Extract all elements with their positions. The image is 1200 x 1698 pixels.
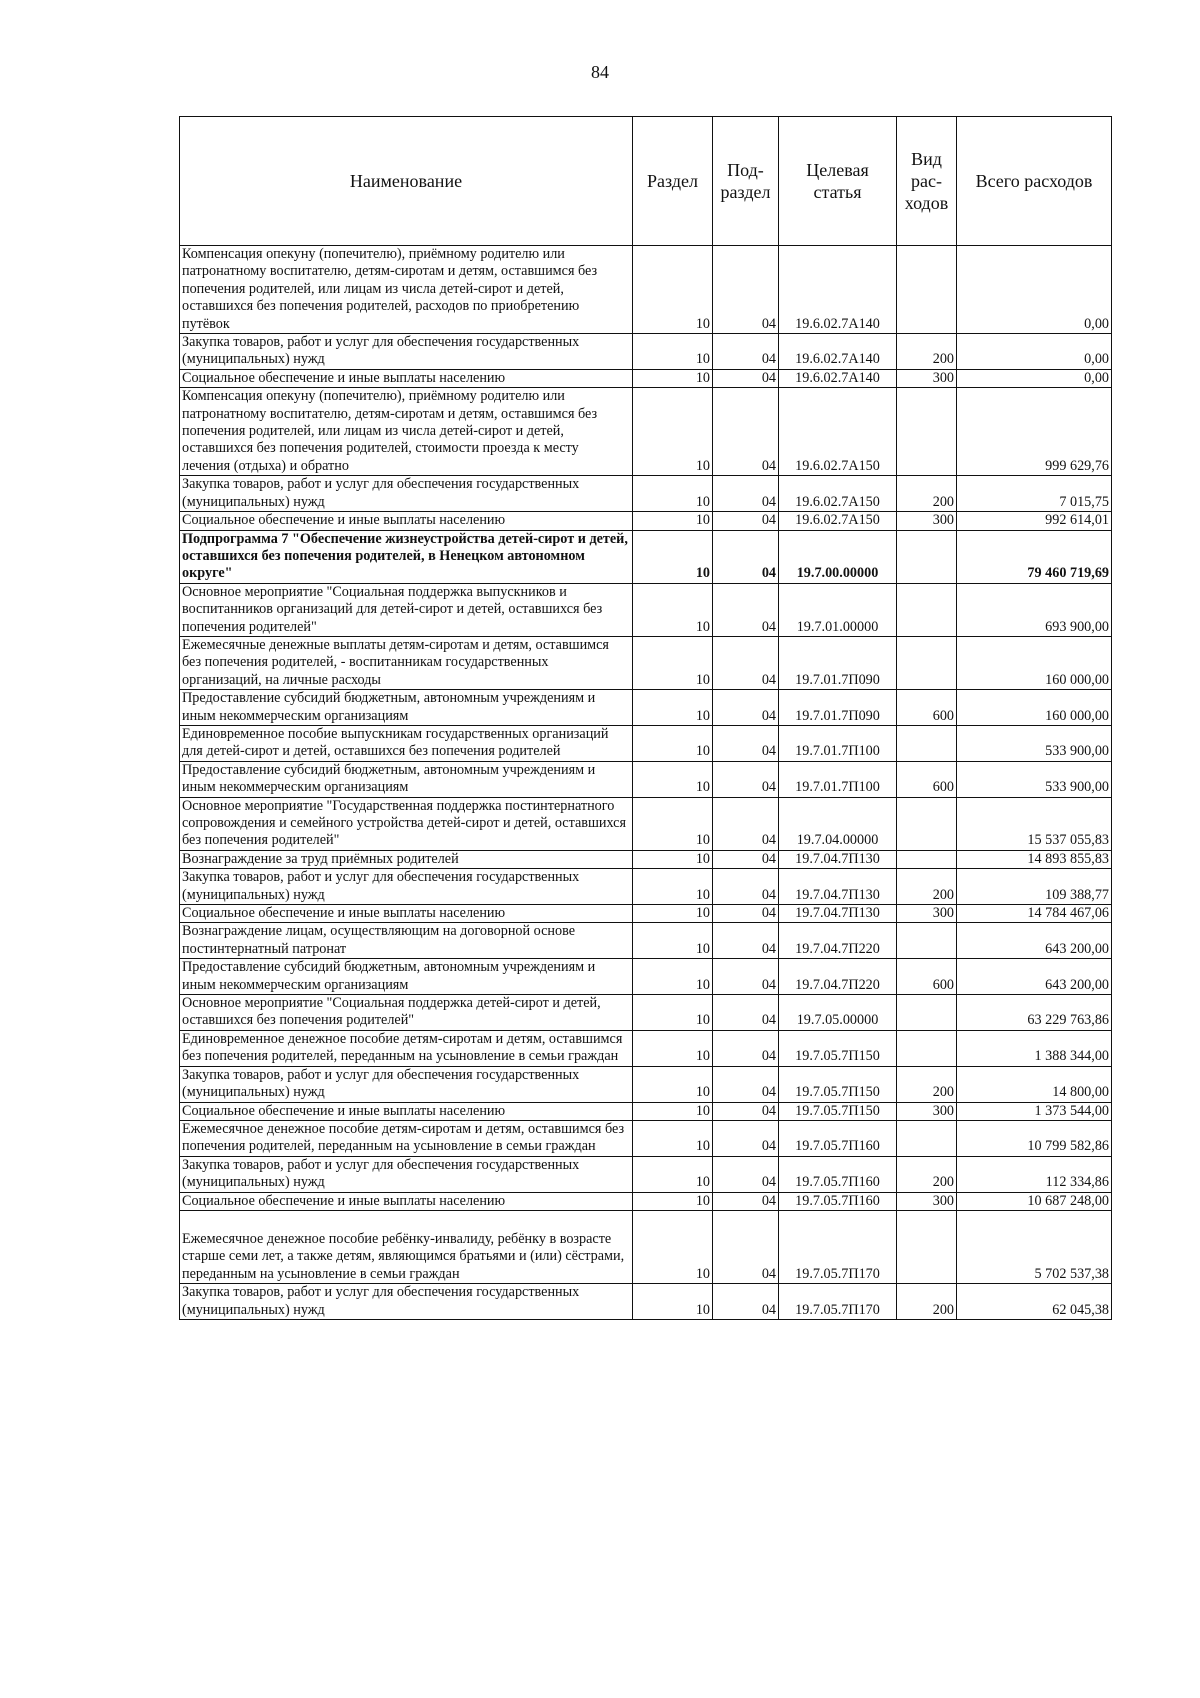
cell-target: 19.7.00.00000 — [779, 530, 897, 583]
table-body — [180, 246, 1112, 1320]
table-row — [180, 476, 1112, 512]
cell-name: Вознаграждение лицам, осуществляющим на договорной основе постинтернатный патронат — [180, 923, 633, 959]
cell-expense-type — [897, 246, 957, 334]
cell-target: 19.6.02.7А150 — [779, 512, 897, 530]
cell-name: Единовременное денежное пособие детям-сиротам и детям, оставшимся без попечения родителей, переданным на усыновление в семьи граждан — [180, 1030, 633, 1066]
cell-expense-type — [897, 1210, 957, 1283]
cell-expense-type: 300 — [897, 905, 957, 923]
cell-target: 19.7.01.7П100 — [779, 725, 897, 761]
table-row — [180, 583, 1112, 636]
cell-section: 10 — [633, 583, 713, 636]
cell-section: 10 — [633, 725, 713, 761]
cell-name: Социальное обеспечение и иные выплаты населению — [180, 905, 633, 923]
cell-total: 1 388 344,00 — [957, 1030, 1112, 1066]
cell-total: 0,00 — [957, 369, 1112, 387]
cell-expense-type: 200 — [897, 1066, 957, 1102]
table-row — [180, 850, 1112, 868]
cell-target: 19.7.05.7П160 — [779, 1156, 897, 1192]
cell-name: Социальное обеспечение и иные выплаты населению — [180, 1192, 633, 1210]
cell-section: 10 — [633, 369, 713, 387]
cell-name: Закупка товаров, работ и услуг для обеспечения государственных (муниципальных) нужд — [180, 869, 633, 905]
cell-section: 10 — [633, 797, 713, 850]
cell-total: 10 799 582,86 — [957, 1120, 1112, 1156]
cell-target: 19.6.02.7А150 — [779, 476, 897, 512]
cell-subsection: 04 — [713, 869, 779, 905]
cell-subsection: 04 — [713, 1120, 779, 1156]
table-row — [180, 923, 1112, 959]
header-target: Целевая статья — [779, 117, 897, 246]
cell-expense-type — [897, 923, 957, 959]
table-row — [180, 995, 1112, 1031]
cell-target: 19.7.01.7П090 — [779, 636, 897, 689]
table-row — [180, 388, 1112, 476]
cell-name: Закупка товаров, работ и услуг для обеспечения государственных (муниципальных) нужд — [180, 1066, 633, 1102]
cell-target: 19.7.04.7П130 — [779, 850, 897, 868]
cell-target: 19.7.05.7П160 — [779, 1192, 897, 1210]
cell-expense-type: 200 — [897, 869, 957, 905]
cell-target: 19.7.04.7П220 — [779, 923, 897, 959]
cell-subsection: 04 — [713, 530, 779, 583]
cell-expense-type — [897, 1120, 957, 1156]
table-row — [180, 1120, 1112, 1156]
cell-subsection: 04 — [713, 850, 779, 868]
cell-name: Основное мероприятие "Социальная поддержка детей-сирот и детей, оставшихся без попечения родителей" — [180, 995, 633, 1031]
table-row — [180, 246, 1112, 334]
table-row — [180, 1210, 1112, 1283]
cell-name: Закупка товаров, работ и услуг для обеспечения государственных (муниципальных) нужд — [180, 476, 633, 512]
header-section: Раздел — [633, 117, 713, 246]
cell-total: 1 373 544,00 — [957, 1102, 1112, 1120]
table-row — [180, 1102, 1112, 1120]
cell-target: 19.7.05.7П150 — [779, 1066, 897, 1102]
header-name: Наименование — [180, 117, 633, 246]
cell-section: 10 — [633, 1156, 713, 1192]
cell-expense-type: 300 — [897, 369, 957, 387]
cell-section: 10 — [633, 959, 713, 995]
cell-total: 5 702 537,38 — [957, 1210, 1112, 1283]
cell-name: Предоставление субсидий бюджетным, автономным учреждениям и иным некоммерческим организациям — [180, 690, 633, 726]
cell-target: 19.6.02.7А140 — [779, 246, 897, 334]
cell-target: 19.7.01.00000 — [779, 583, 897, 636]
cell-expense-type: 300 — [897, 1192, 957, 1210]
cell-total: 109 388,77 — [957, 869, 1112, 905]
cell-section: 10 — [633, 246, 713, 334]
cell-section: 10 — [633, 905, 713, 923]
page-number: 84 — [591, 62, 609, 82]
cell-section: 10 — [633, 690, 713, 726]
table-row — [180, 369, 1112, 387]
cell-target: 19.7.04.00000 — [779, 797, 897, 850]
cell-name: Ежемесячное денежное пособие детям-сиротам и детям, оставшимся без попечения родителей, переданным на усыновление в семьи граждан — [180, 1120, 633, 1156]
cell-subsection: 04 — [713, 761, 779, 797]
cell-subsection: 04 — [713, 369, 779, 387]
cell-expense-type — [897, 583, 957, 636]
cell-total: 14 800,00 — [957, 1066, 1112, 1102]
cell-total: 643 200,00 — [957, 923, 1112, 959]
cell-subsection: 04 — [713, 636, 779, 689]
cell-target: 19.6.02.7А140 — [779, 334, 897, 370]
cell-section: 10 — [633, 761, 713, 797]
cell-expense-type: 600 — [897, 690, 957, 726]
table-row — [180, 690, 1112, 726]
cell-subsection: 04 — [713, 388, 779, 476]
cell-name: Единовременное пособие выпускникам государственных организаций для детей-сирот и детей, оставшихся без попечения родителей — [180, 725, 633, 761]
cell-name: Закупка товаров, работ и услуг для обеспечения государственных (муниципальных) нужд — [180, 334, 633, 370]
table-row — [180, 530, 1112, 583]
cell-subsection: 04 — [713, 690, 779, 726]
cell-subsection: 04 — [713, 583, 779, 636]
table-row — [180, 334, 1112, 370]
cell-total: 112 334,86 — [957, 1156, 1112, 1192]
cell-expense-type: 200 — [897, 334, 957, 370]
cell-section: 10 — [633, 1120, 713, 1156]
cell-section: 10 — [633, 1102, 713, 1120]
cell-section: 10 — [633, 334, 713, 370]
table-header-row — [180, 117, 1112, 246]
cell-expense-type — [897, 636, 957, 689]
cell-target: 19.7.04.7П220 — [779, 959, 897, 995]
cell-subsection: 04 — [713, 905, 779, 923]
cell-section: 10 — [633, 995, 713, 1031]
cell-expense-type — [897, 388, 957, 476]
cell-subsection: 04 — [713, 959, 779, 995]
table-row — [180, 1156, 1112, 1192]
table-row — [180, 512, 1112, 530]
cell-subsection: 04 — [713, 1102, 779, 1120]
cell-section: 10 — [633, 850, 713, 868]
cell-subsection: 04 — [713, 1030, 779, 1066]
cell-section: 10 — [633, 1284, 713, 1320]
cell-expense-type: 300 — [897, 512, 957, 530]
table-row — [180, 1192, 1112, 1210]
cell-name: Компенсация опекуну (попечителю), приёмному родителю или патронатному воспитателю, детям-сиротам и детям, оставшимся без попечения родителей, или лицам из числа детей-сирот и детей, оставшихся без попечения родителей, стоимости проезда к месту лечения (отдыха) и обратно — [180, 388, 633, 476]
cell-subsection: 04 — [713, 334, 779, 370]
cell-name: Основное мероприятие "Государственная поддержка постинтернатного сопровождения и семейного устройства детей-сирот и детей, оставшихся без попечения родителей" — [180, 797, 633, 850]
cell-name: Основное мероприятие "Социальная поддержка выпускников и воспитанников организаций для детей-сирот и детей, оставшихся без попечения родителей" — [180, 583, 633, 636]
cell-expense-type — [897, 995, 957, 1031]
cell-target: 19.7.01.7П100 — [779, 761, 897, 797]
cell-target: 19.7.01.7П090 — [779, 690, 897, 726]
cell-total: 63 229 763,86 — [957, 995, 1112, 1031]
cell-expense-type — [897, 1030, 957, 1066]
cell-section: 10 — [633, 1192, 713, 1210]
cell-subsection: 04 — [713, 995, 779, 1031]
header-subsection: Под- раздел — [713, 117, 779, 246]
cell-subsection: 04 — [713, 1156, 779, 1192]
cell-name: Предоставление субсидий бюджетным, автономным учреждениям и иным некоммерческим организациям — [180, 761, 633, 797]
cell-subsection: 04 — [713, 797, 779, 850]
cell-section: 10 — [633, 923, 713, 959]
cell-total: 79 460 719,69 — [957, 530, 1112, 583]
cell-total: 160 000,00 — [957, 636, 1112, 689]
cell-expense-type: 600 — [897, 959, 957, 995]
cell-total: 14 893 855,83 — [957, 850, 1112, 868]
cell-section: 10 — [633, 1030, 713, 1066]
cell-subsection: 04 — [713, 1066, 779, 1102]
cell-subsection: 04 — [713, 1192, 779, 1210]
cell-expense-type: 300 — [897, 1102, 957, 1120]
cell-target: 19.7.04.7П130 — [779, 869, 897, 905]
cell-section: 10 — [633, 1066, 713, 1102]
cell-section: 10 — [633, 636, 713, 689]
table-row — [180, 869, 1112, 905]
cell-name: Социальное обеспечение и иные выплаты населению — [180, 512, 633, 530]
cell-section: 10 — [633, 476, 713, 512]
cell-total: 999 629,76 — [957, 388, 1112, 476]
cell-target: 19.7.05.7П150 — [779, 1102, 897, 1120]
cell-name: Ежемесячные денежные выплаты детям-сиротам и детям, оставшимся без попечения родителей, - воспитанникам государственных организаций, на личные расходы — [180, 636, 633, 689]
cell-expense-type: 200 — [897, 1284, 957, 1320]
cell-name: Ежемесячное денежное пособие ребёнку-инвалиду, ребёнку в возрасте старше семи лет, а также детям, являющимся братьями и (или) сёстрами, переданным на усыновление в семьи граждан — [180, 1210, 633, 1283]
cell-section: 10 — [633, 1210, 713, 1283]
table-row — [180, 636, 1112, 689]
cell-name: Закупка товаров, работ и услуг для обеспечения государственных (муниципальных) нужд — [180, 1156, 633, 1192]
cell-section: 10 — [633, 388, 713, 476]
cell-subsection: 04 — [713, 512, 779, 530]
cell-subsection: 04 — [713, 1284, 779, 1320]
cell-section: 10 — [633, 530, 713, 583]
table-row — [180, 797, 1112, 850]
cell-expense-type: 200 — [897, 1156, 957, 1192]
table-row — [180, 1030, 1112, 1066]
cell-total: 15 537 055,83 — [957, 797, 1112, 850]
cell-name: Социальное обеспечение и иные выплаты населению — [180, 369, 633, 387]
cell-subsection: 04 — [713, 476, 779, 512]
cell-target: 19.7.05.00000 — [779, 995, 897, 1031]
cell-target: 19.6.02.7А140 — [779, 369, 897, 387]
cell-expense-type — [897, 530, 957, 583]
table-row — [180, 905, 1112, 923]
cell-total: 0,00 — [957, 246, 1112, 334]
cell-subsection: 04 — [713, 1210, 779, 1283]
cell-name: Предоставление субсидий бюджетным, автономным учреждениям и иным некоммерческим организациям — [180, 959, 633, 995]
cell-subsection: 04 — [713, 923, 779, 959]
table-row — [180, 1284, 1112, 1320]
cell-section: 10 — [633, 869, 713, 905]
cell-name: Закупка товаров, работ и услуг для обеспечения государственных (муниципальных) нужд — [180, 1284, 633, 1320]
cell-total: 62 045,38 — [957, 1284, 1112, 1320]
table-row — [180, 725, 1112, 761]
header-expense-type: Вид рас- ходов — [897, 117, 957, 246]
cell-target: 19.7.05.7П150 — [779, 1030, 897, 1066]
cell-expense-type: 600 — [897, 761, 957, 797]
cell-total: 0,00 — [957, 334, 1112, 370]
cell-expense-type — [897, 725, 957, 761]
cell-target: 19.6.02.7А150 — [779, 388, 897, 476]
cell-target: 19.7.05.7П160 — [779, 1120, 897, 1156]
cell-section: 10 — [633, 512, 713, 530]
cell-target: 19.7.05.7П170 — [779, 1210, 897, 1283]
table-row — [180, 1066, 1112, 1102]
cell-total: 14 784 467,06 — [957, 905, 1112, 923]
cell-total: 693 900,00 — [957, 583, 1112, 636]
cell-total: 533 900,00 — [957, 725, 1112, 761]
cell-total: 643 200,00 — [957, 959, 1112, 995]
header-total: Всего расходов — [957, 117, 1112, 246]
cell-total: 10 687 248,00 — [957, 1192, 1112, 1210]
cell-name: Компенсация опекуну (попечителю), приёмному родителю или патронатному воспитателю, детям-сиротам и детям, оставшимся без попечения родителей, или лицам из числа детей-сирот и детей, оставшихся без попечения родителей, расходов по приобретению путёвок — [180, 246, 633, 334]
table-row — [180, 761, 1112, 797]
cell-expense-type — [897, 797, 957, 850]
cell-total: 160 000,00 — [957, 690, 1112, 726]
cell-subsection: 04 — [713, 725, 779, 761]
cell-target: 19.7.05.7П170 — [779, 1284, 897, 1320]
cell-expense-type — [897, 850, 957, 868]
budget-table — [179, 116, 1112, 1320]
cell-name: Подпрограмма 7 "Обеспечение жизнеустройства детей-сирот и детей, оставшихся без попечения родителей, в Ненецком автономном округе" — [180, 530, 633, 583]
cell-subsection: 04 — [713, 246, 779, 334]
cell-total: 7 015,75 — [957, 476, 1112, 512]
cell-name: Социальное обеспечение и иные выплаты населению — [180, 1102, 633, 1120]
cell-total: 992 614,01 — [957, 512, 1112, 530]
cell-total: 533 900,00 — [957, 761, 1112, 797]
cell-name: Вознаграждение за труд приёмных родителей — [180, 850, 633, 868]
cell-expense-type: 200 — [897, 476, 957, 512]
cell-target: 19.7.04.7П130 — [779, 905, 897, 923]
table-row — [180, 959, 1112, 995]
